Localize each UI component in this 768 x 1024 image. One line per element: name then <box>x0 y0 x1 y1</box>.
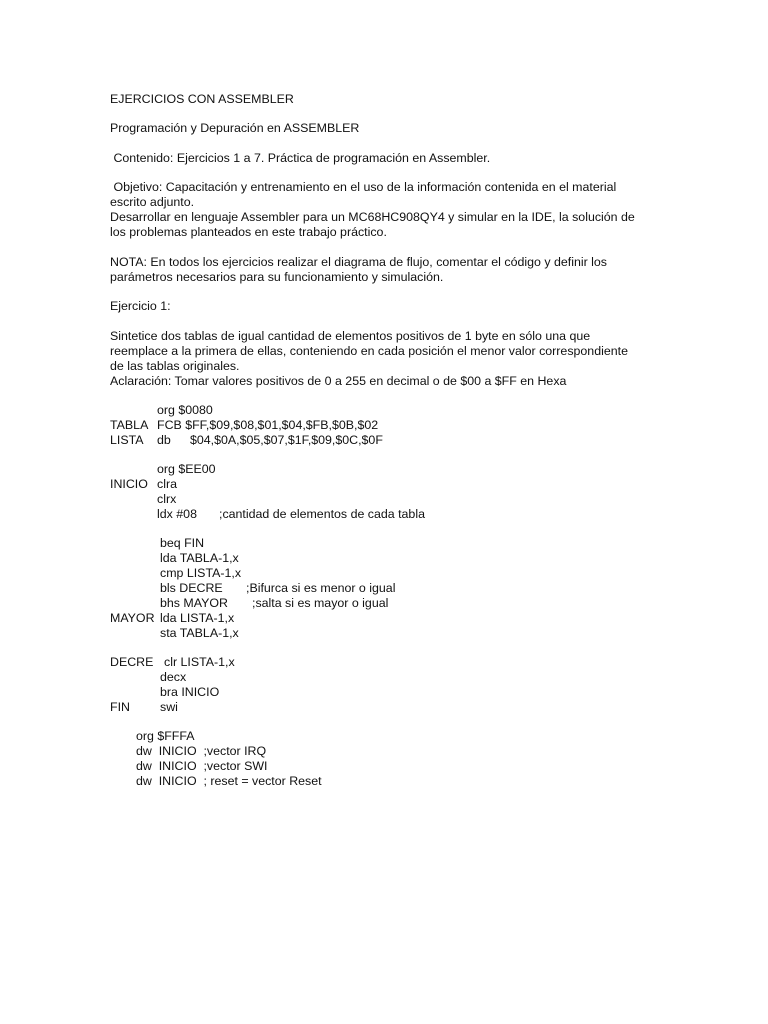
nota-line: NOTA: En todos los ejercicios realizar el diagrama de flujo, comentar el código y definir los <box>110 255 607 269</box>
code-instruction: swi <box>160 700 178 714</box>
objetivo-line: Desarrollar en lenguaje Assembler para un MC68HC908QY4 y simular en la IDE, la solución de <box>110 210 635 224</box>
objetivo-line: los problemas planteados en este trabajo práctico. <box>110 225 387 239</box>
code-comment: ;salta si es mayor o igual <box>252 596 389 610</box>
code-instruction: decx <box>160 670 187 684</box>
objetivo-line: Objetivo: Capacitación y entrenamiento en el uso de la información contenida en el material <box>110 180 617 194</box>
code-label-decre: DECRE <box>110 655 154 669</box>
code-org: org $EE00 <box>157 462 216 476</box>
contenido-line: Contenido: Ejercicios 1 a 7. Práctica de programación en Assembler. <box>110 151 491 165</box>
code-instruction: cmp LISTA-1,x <box>160 566 242 580</box>
doc-title: EJERCICIOS CON ASSEMBLER <box>110 92 294 106</box>
code-org: org $FFFA <box>136 729 195 743</box>
code-org: org $0080 <box>157 403 213 417</box>
code-instruction: lda TABLA-1,x <box>160 551 239 565</box>
enunciado-line: reemplace a la primera de ellas, conteniendo en cada posición el menor valor correspondiente <box>110 344 628 358</box>
code-label-fin: FIN <box>110 700 130 714</box>
enunciado-line: de las tablas originales. <box>110 359 240 373</box>
code-operands: $04,$0A,$05,$07,$1F,$09,$0C,$0F <box>190 433 383 447</box>
code-label-mayor: MAYOR <box>110 611 155 625</box>
code-label-inicio: INICIO <box>110 477 148 491</box>
doc-subtitle: Programación y Depuración en ASSEMBLER <box>110 121 360 135</box>
code-instruction: dw INICIO ;vector IRQ <box>136 744 267 758</box>
code-comment: ;cantidad de elementos de cada tabla <box>219 507 425 521</box>
ejercicio-heading: Ejercicio 1: <box>110 299 171 313</box>
objetivo-line: escrito adjunto. <box>110 195 195 209</box>
code-instruction: clr LISTA-1,x <box>164 655 235 669</box>
code-instruction: beq FIN <box>160 536 205 550</box>
nota-line: parámetros necesarios para su funcionamiento y simulación. <box>110 270 444 284</box>
code-instruction: ldx #08 <box>157 507 197 521</box>
code-instruction: FCB $FF,$09,$08,$01,$04,$FB,$0B,$02 <box>157 418 379 432</box>
code-instruction: clra <box>157 477 177 491</box>
code-instruction: bra INICIO <box>160 685 220 699</box>
code-instruction: dw INICIO ;vector SWI <box>136 759 268 773</box>
code-comment: ;Bifurca si es menor o igual <box>246 581 396 595</box>
code-instruction: bls DECRE <box>160 581 223 595</box>
code-instruction: dw INICIO ; reset = vector Reset <box>136 774 322 788</box>
code-label-lista: LISTA <box>110 433 144 447</box>
code-instruction: sta TABLA-1,x <box>160 626 239 640</box>
code-instruction: db <box>157 433 171 447</box>
code-instruction: clrx <box>157 492 177 506</box>
enunciado-line: Sintetice dos tablas de igual cantidad de elementos positivos de 1 byte en sólo una que <box>110 329 591 343</box>
code-instruction: bhs MAYOR <box>160 596 228 610</box>
enunciado-line: Aclaración: Tomar valores positivos de 0 a 255 en decimal o de $00 a $FF en Hexa <box>110 374 567 388</box>
code-instruction: lda LISTA-1,x <box>160 611 235 625</box>
code-label-tabla: TABLA <box>110 418 149 432</box>
